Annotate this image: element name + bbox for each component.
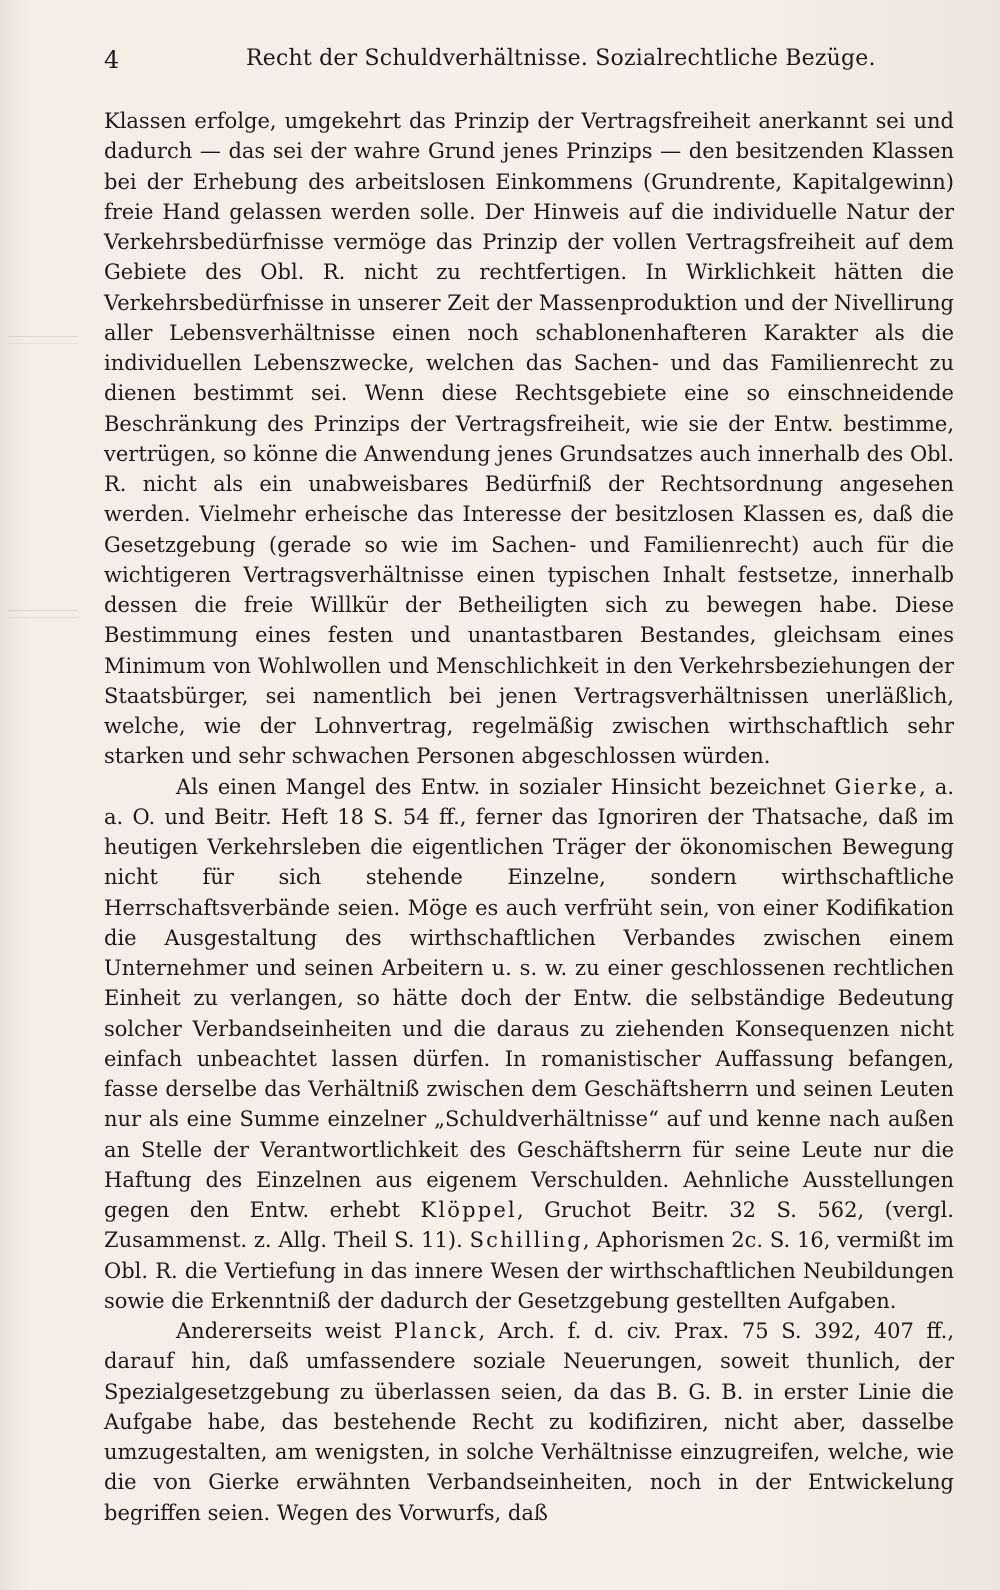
paragraph-3 bbox=[104, 1316, 954, 1528]
author-gierke: Gierke bbox=[834, 774, 919, 799]
running-title: Recht der Schuldverhältnisse. Sozialrechtliche Bezüge. bbox=[246, 46, 876, 71]
paragraph-2-text: , a. a. O. und Beitr. Heft 18 S. 54 ff., ferner das Ignoriren der Thatsache, daß im heutigen Verkehrsleben die eigentlichen Träger der ökonomischen Bewegung nicht für sich stehende Einzelne, sondern wirthschaftliche Herrschaftsverbände seien. Möge es auch verfrüht sein, von einer Kodifikation die Ausgestaltung des wirthschaftlichen Verbandes zwischen einem Unternehmer und seinen Arbeitern u. s. w. zu einer geschlossenen rechtlichen Einheit zu verlangen, so hätte doch der Entw. die selbständige Bedeutung solcher Verbandseinheiten und die daraus zu ziehenden Konsequenzen nicht einfach unbeachtet lassen dürfen. In romanistischer Auffassung befangen, fasse derselbe das Verhältniß zwischen dem Geschäftsherrn und seinen Leuten nur als eine Summe einzelner „Schuldverhältnisse“ auf und kenne nach außen an Stelle der Verantwortlichkeit des Geschäftsherrn für seine Leute nur die Haftung des Einzelnen aus eigenem Verschulden. Aehnliche Ausstellungen gegen den Entw. erhebt bbox=[104, 774, 955, 1222]
paragraph-2 bbox=[104, 772, 954, 1317]
author-schilling: Schilling bbox=[469, 1228, 583, 1253]
author-kloeppel: Klöppel bbox=[420, 1198, 517, 1222]
paragraph-2-text: , Aphorismen 2c. S. 16, vermißt im Obl. R. die Vertiefung in das innere Wesen der wirthschaftlichen Neubildungen sowie die Erkenntniß der dadurch der Gesetzgebung gestellten Aufgaben. bbox=[104, 1228, 955, 1313]
paragraph-3-text: Andererseits weist bbox=[176, 1319, 394, 1343]
paragraph-2-text: , Gruchot Beitr. 32 S. 562, (vergl. Zusammenst. z. Allg. Theil S. 11). bbox=[104, 1198, 954, 1253]
author-planck: Planck bbox=[393, 1319, 479, 1343]
margin-mark bbox=[8, 610, 78, 618]
paragraph-3-text: , Arch. f. d. civ. Prax. 75 S. 392, 407 ff., darauf hin, daß umfassendere soziale Neuerungen, soweit thunlich, der Spezialgesetzgebung zu überlassen seien, da das B. G. B. in erster Linie die Aufgabe habe, das bestehende Recht zu kodifiziren, nicht aber, dasselbe umzugestalten, am wenigsten, in solche Verhältnisse einzugreifen, welche, wie die von Gierke erwähnten Verbandseinheiten, noch in der Entwickelung begriffen seien. Wegen des Vorwurfs, daß bbox=[104, 1319, 954, 1525]
body-text bbox=[104, 106, 954, 1528]
margin-mark bbox=[8, 336, 78, 344]
page-number: 4 bbox=[104, 46, 120, 74]
paragraph-1: Klassen erfolge, umgekehrt das Prinzip der Vertragsfreiheit anerkannt sei und dadurch — das sei der wahre Grund jenes Prinzips — den besitzenden Klassen bei der Erhebung des arbeitslosen Einkommens (Grundrente, Kapitalgewinn) freie Hand gelassen werden solle. Der Hinweis auf die individuelle Natur der Verkehrsbedürfnisse vermöge das Prinzip der vollen Vertragsfreiheit auf dem Gebiete des Obl. R. nicht zu rechtfertigen. In Wirklichkeit hätten die Verkehrsbedürfnisse in unserer Zeit der Massenproduktion und der Nivellirung aller Lebensverhältnisse einen noch schablonenhafteren Karakter als die individuellen Lebenszwecke, welchen das Sachen- und das Familienrecht zu dienen bestimmt sei. Wenn diese Rechtsgebiete eine so einschneidende Beschränkung des Prinzips der Vertragsfreiheit, wie sie der Entw. bestimme, vertrügen, so könne die Anwendung jenes Grundsatzes auch innerhalb des Obl. R. nicht als ein unabweisbares Bedürfniß der Rechtsordnung angesehen werden. Vielmehr erheische das Interesse der besitzlosen Klassen es, daß die Gesetzgebung (gerade so wie im Sachen- und Familienrecht) auch für die wichtigeren Vertragsverhältnisse einen typischen Inhalt festsetze, innerhalb dessen die freie Willkür der Betheiligten sich zu bewegen habe. Diese Bestimmung eines festen und unantastbaren Bestandes, gleichsam eines Minimum von Wohlwollen und Menschlichkeit in den Verkehrsbeziehungen der Staatsbürger, sei namentlich bei jenen Vertragsverhältnissen unerläßlich, welche, wie der Lohnvertrag, regelmäßig zwischen wirthschaftlich sehr starken und sehr schwachen Personen abgeschlossen würden. bbox=[104, 109, 955, 769]
running-head bbox=[104, 38, 958, 80]
paragraph-2-text: Als einen Mangel des Entw. in sozialer Hinsicht bezeichnet bbox=[176, 774, 835, 799]
